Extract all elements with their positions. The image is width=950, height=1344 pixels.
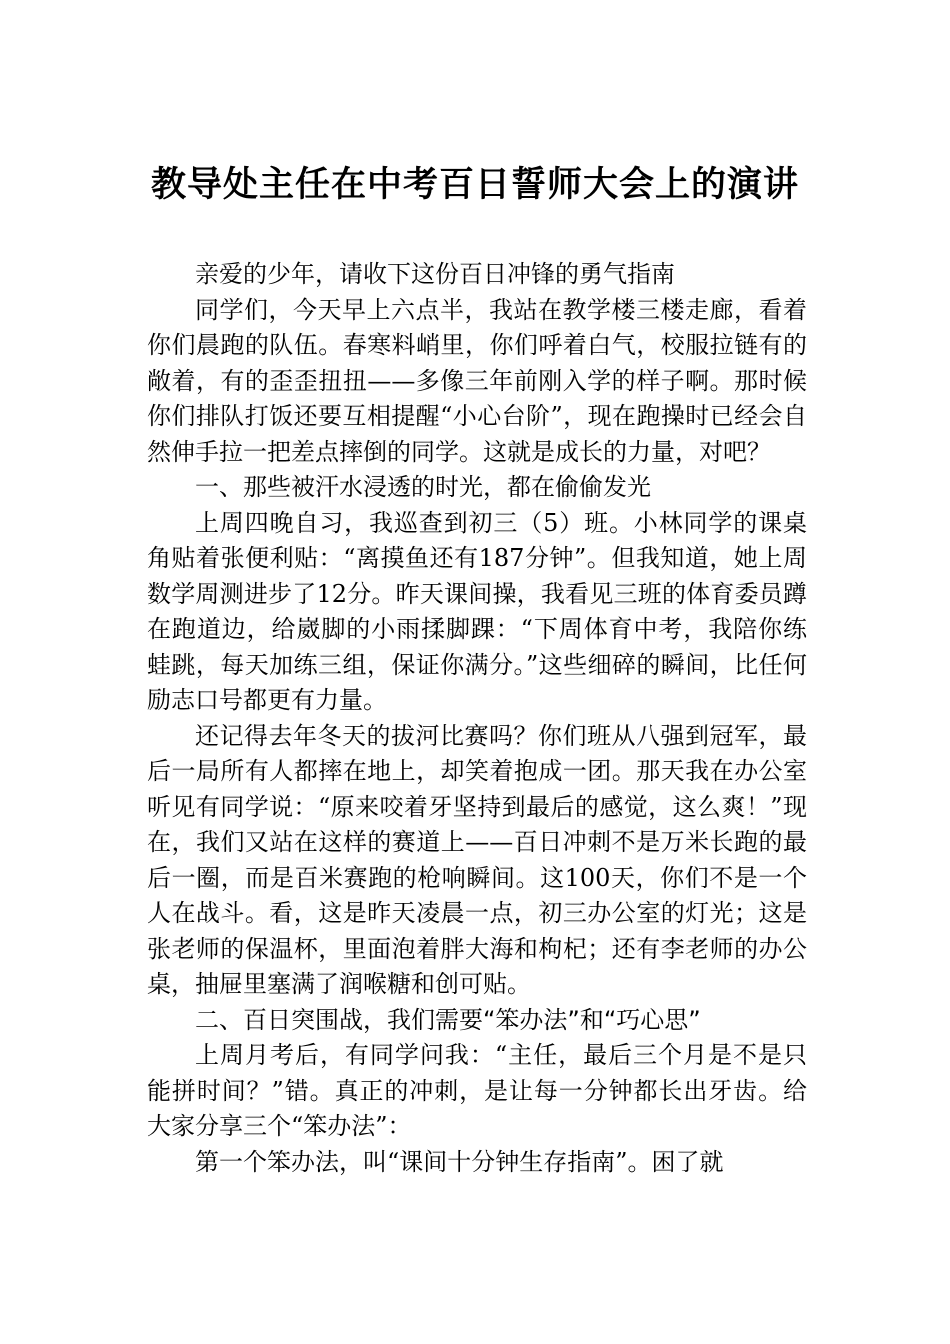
paragraph: 还记得去年冬天的拔河比赛吗？你们班从八强到冠军，最后一局所有人都摔在地上，却笑着抱成一团。那天我在办公室听见有同学说：“原来咬着牙坚持到最后的感觉，这么爽！”现在，我们又站在这样的赛道上——百日冲刺不是万米长跑的最后一圈，而是百米赛跑的枪响瞬间。这100天，你们不是一个人在战斗。看，这是昨天凌晨一点，初三办公室的灯光；这是张老师的保温杯，里面泡着胖大海和枸杞；还有李老师的办公桌，抽屉里塞满了润喉糖和创可贴。 bbox=[147, 721, 807, 998]
section-heading-1: 一、那些被汗水浸透的时光，都在偷偷发光 bbox=[195, 473, 651, 501]
paragraph: 同学们，今天早上六点半，我站在教学楼三楼走廊，看着你们晨跑的队伍。春寒料峭里，你们呼着白气，校服拉链有的敞着，有的歪歪扭扭——多像三年前刚入学的样子啊。那时候你们排队打饭还要互相提醒“小心台阶”，现在跑操时已经会自然伸手拉一把差点摔倒的同学。这就是成长的力量，对吧？ bbox=[147, 295, 807, 466]
document-body bbox=[147, 257, 807, 1180]
paragraph: 第一个笨办法，叫“课间十分钟生存指南”。困了就 bbox=[195, 1147, 724, 1176]
paragraph: 上周四晚自习，我巡查到初三（5）班。小林同学的课桌角贴着张便利贴：“离摸鱼还有187分钟”。但我知道，她上周数学周测进步了12分。昨天课间操，我看见三班的体育委员蹲在跑道边，给崴脚的小雨揉脚踝：“下周体育中考，我陪你练蛙跳，每天加练三组，保证你满分。”这些细碎的瞬间，比任何励志口号都更有力量。 bbox=[147, 508, 807, 714]
document-title: 教导处主任在中考百日誓师大会上的演讲 bbox=[150, 164, 799, 205]
opening-line: 亲爱的少年，请收下这份百日冲锋的勇气指南 bbox=[195, 260, 675, 288]
section-heading-2: 二、百日突围战，我们需要“笨办法”和“巧心思” bbox=[195, 1005, 701, 1034]
paragraph: 上周月考后，有同学问我：“主任，最后三个月是不是只能拼时间？”错。真正的冲刺，是让每一分钟都长出牙齿。给大家分享三个“笨办法”： bbox=[147, 1041, 807, 1140]
